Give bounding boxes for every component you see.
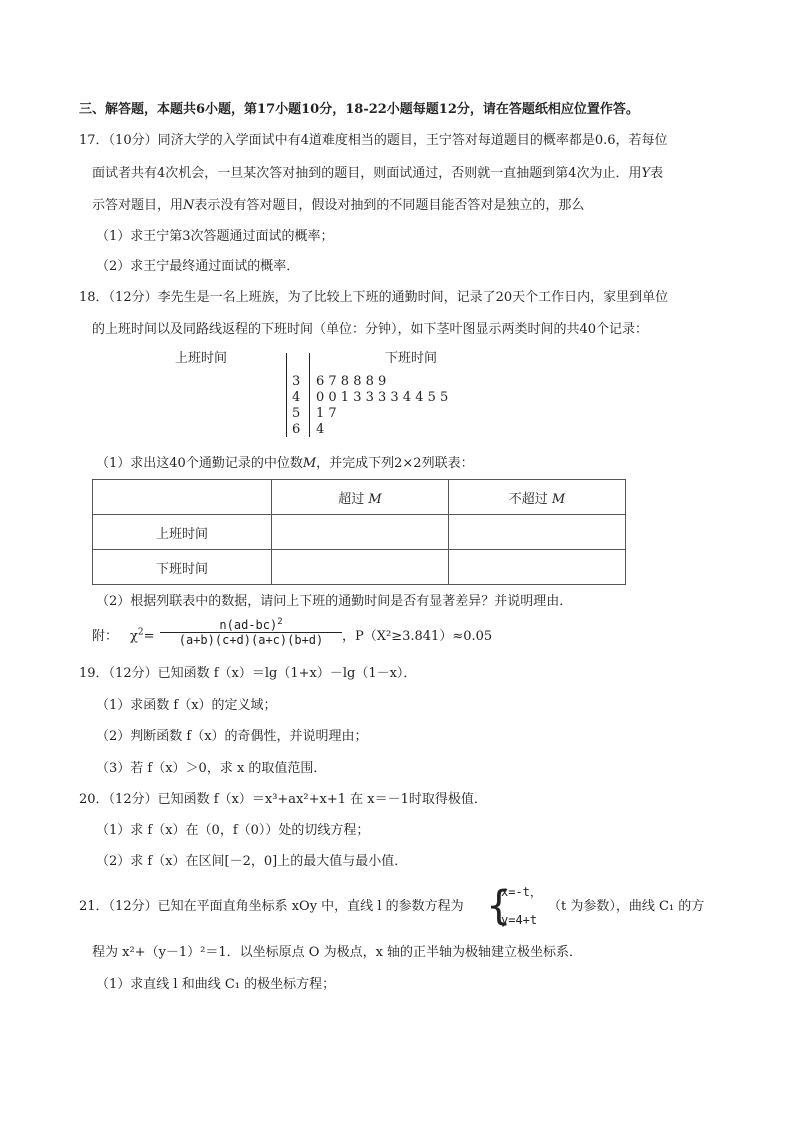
q18-part2: （2）根据列联表中的数据，请问上下班的通勤时间是否有显著差异？并说明理由． bbox=[96, 594, 573, 609]
chi-square-fraction bbox=[160, 618, 342, 647]
q17-part2: （2）求王宁最终通过面试的概率． bbox=[96, 259, 300, 274]
stemleaf-right-leaves-4: 0 0 1 3 3 3 3 4 4 5 5 bbox=[316, 390, 449, 405]
q18-line1: 18．（12分）李先生是一名上班族，为了比较上下班的通勤时间，记录了20天个工作日内，家里到单位 bbox=[79, 290, 669, 305]
q18-part1: （1）求出这40个通勤记录的中位数M，并完成下列2×2列联表： bbox=[96, 456, 474, 471]
q19-part1: （1）求函数 f（x）的定义域； bbox=[96, 698, 277, 713]
table-cell-empty[interactable] bbox=[272, 515, 449, 550]
fraction-denominator: (a+b)(c+d)(a+c)(b+d) bbox=[160, 632, 342, 647]
q19-line1: 19．（12分）已知函数 f（x）＝lg（1+x）－lg（1－x）． bbox=[79, 666, 417, 681]
stemleaf-divider-left bbox=[286, 353, 287, 437]
stemleaf-right-title: 下班时间 bbox=[385, 351, 438, 366]
probability-text: ，P（X²≥3.841）≈0.05 bbox=[342, 629, 493, 644]
q17-line3: 示答对题目，用N表示没有答对题目，假设对抽到的不同题目能否答对是独立的，那么 bbox=[92, 198, 585, 213]
q18-line2: 的上班时间以及同路线返程的下班时间（单位：分钟），如下茎叶图显示两类时间的共40个记录： bbox=[92, 322, 649, 337]
table-cell-empty[interactable] bbox=[449, 550, 626, 585]
param-eq-x: x=-t， bbox=[501, 885, 542, 899]
q19-part2: （2）判断函数 f（x）的奇偶性，并说明理由； bbox=[96, 729, 368, 744]
table-header-exceed: 超过 M bbox=[272, 480, 449, 515]
stemleaf-right-leaves-6: 4 bbox=[316, 422, 325, 437]
contingency-table bbox=[92, 479, 626, 585]
stemleaf-right-leaves-5: 1 7 bbox=[316, 406, 337, 421]
stemleaf-stem-3: 3 bbox=[292, 374, 301, 389]
table-cell-empty[interactable] bbox=[272, 550, 449, 585]
q21-line1b: （t 为参数），曲线 C₁ 的方 bbox=[548, 899, 705, 914]
q17-line1: 17．（10分）同济大学的入学面试中有4道难度相当的题目，王宁答对每道题目的概率都是0.6，若每位 bbox=[79, 133, 668, 148]
q21-part1: （1）求直线 l 和曲线 C₁ 的极坐标方程； bbox=[96, 977, 336, 992]
table-row-evening: 下班时间 bbox=[93, 550, 272, 585]
stemleaf-stem-4: 4 bbox=[292, 390, 301, 405]
table-corner-cell bbox=[93, 480, 272, 515]
fraction-numerator: $n(ad-bc)^2$ bbox=[219, 617, 283, 632]
q21-line2: 程为 x²+（y－1）²＝1．以坐标原点 O 为极点，x 轴的正半轴为极轴建立极坐标系． bbox=[92, 945, 583, 960]
system-brace: { bbox=[486, 883, 512, 929]
stemleaf-right-leaves-3: 6 7 8 8 8 9 bbox=[316, 374, 387, 389]
table-row-morning: 上班时间 bbox=[93, 515, 272, 550]
appendix-label: 附： bbox=[92, 629, 119, 644]
table-cell-empty[interactable] bbox=[449, 515, 626, 550]
q21-line1a: 21．（12分）已知在平面直角坐标系 xOy 中，直线 l 的参数方程为 bbox=[79, 899, 464, 914]
stemleaf-stem-5: 5 bbox=[292, 406, 301, 421]
q20-part1: （1）求 f（x）在（0，f（0））处的切线方程； bbox=[96, 823, 370, 838]
q19-part3: （3）若 f（x）＞0，求 x 的取值范围． bbox=[96, 761, 327, 776]
q20-line1: 20．（12分）已知函数 f（x）＝x³+ax²+x+1 在 x＝－1时取得极值． bbox=[79, 792, 487, 807]
stemleaf-left-title: 上班时间 bbox=[175, 351, 228, 366]
q17-part1: （1）求王宁第3次答题通过面试的概率； bbox=[96, 229, 334, 244]
table-header-not-exceed: 不超过 M bbox=[449, 480, 626, 515]
param-eq-y: y=4+t bbox=[501, 913, 538, 927]
q20-part2: （2）求 f（x）在区间[－2，0]上的最大值与最小值． bbox=[96, 854, 408, 869]
section-header: 三、解答题，本题共6小题，第17小题10分，18-22小题每题12分，请在答题纸相应位置作答。 bbox=[79, 102, 639, 117]
chi-symbol: $\chi^2=$ bbox=[130, 627, 155, 644]
stemleaf-divider-right bbox=[309, 353, 310, 437]
q17-line2: 面试者共有4次机会，一旦某次答对抽到的题目，则面试通过，否则就一直抽题到第4次为止．用Y表 bbox=[92, 166, 664, 181]
stemleaf-stem-6: 6 bbox=[292, 422, 301, 437]
